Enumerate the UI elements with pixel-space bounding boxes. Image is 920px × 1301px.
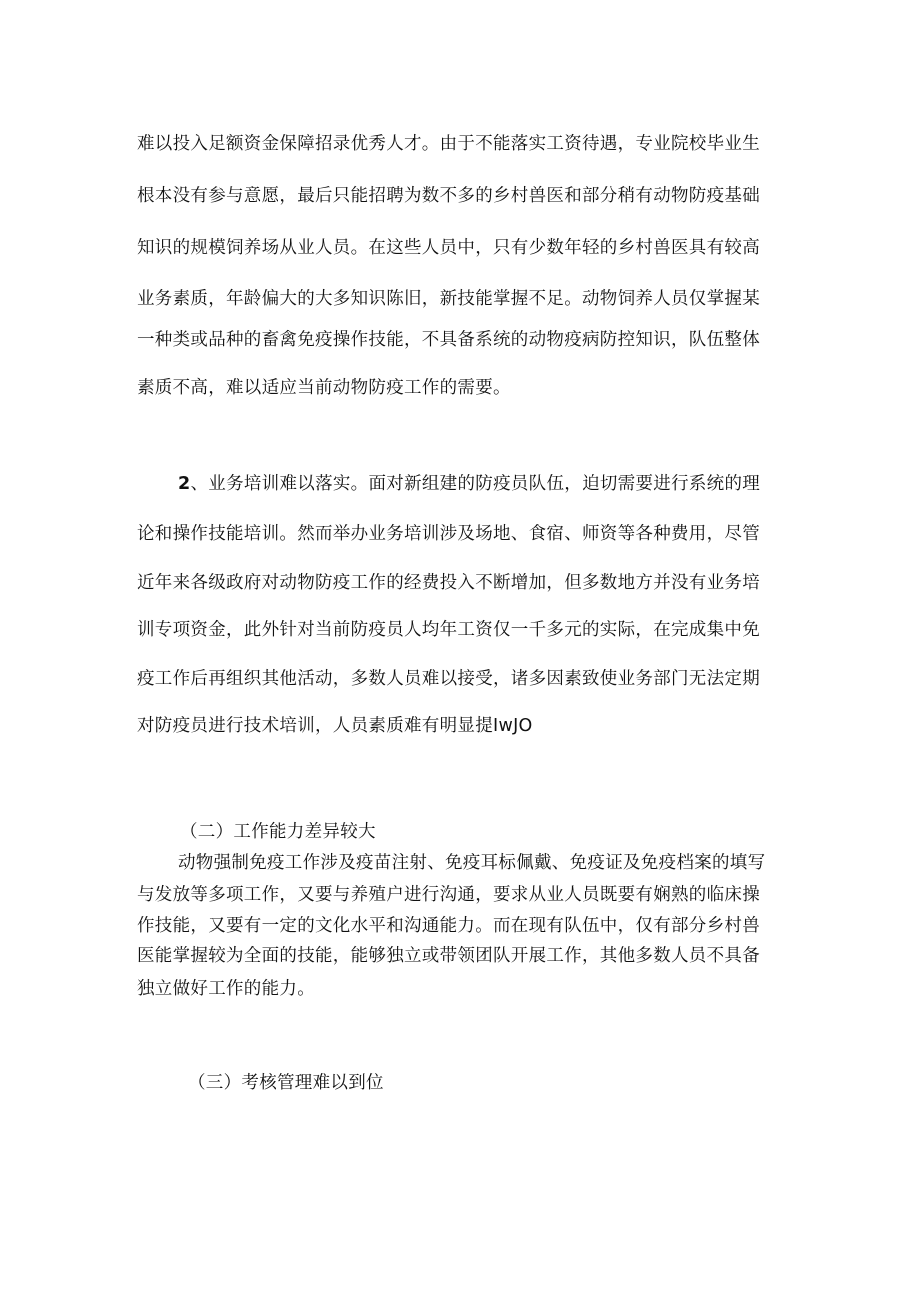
- paragraph-1-line-6: 素质不高，难以适应当前动物防疫工作的需要。: [137, 378, 511, 398]
- paragraph-1-line-3: 知识的规模饲养场从业人员。在这些人员中，只有少数年轻的乡村兽医具有较高: [137, 238, 760, 258]
- paragraph-1-line-2: 根本没有参与意愿，最后只能招聘为数不多的乡村兽医和部分稍有动物防疫基础: [137, 186, 760, 206]
- section-2-line-4: 医能掌握较为全面的技能，能够独立或带领团队开展工作，其他多数人员不具备: [137, 946, 760, 966]
- section-2-line-5: 独立做好工作的能力。: [137, 979, 315, 999]
- section-2-heading: （二）工作能力差异较大: [180, 822, 376, 842]
- paragraph-2-line-2: 论和操作技能培训。然而举办业务培训涉及场地、食宿、师资等各种费用，尽管: [137, 524, 760, 544]
- paragraph-1-line-5: 一种类或品种的畜禽免疫操作技能，不具备系统的动物疫病防控知识，队伍整体: [137, 330, 760, 350]
- paragraph-2-line-6: 对防疫员进行技术培训，人员素质难有明显提IwJO: [137, 716, 533, 736]
- section-3-heading: （三）考核管理难以到位: [188, 1073, 384, 1093]
- paragraph-1-line-4: 业务素质，年龄偏大的大多知识陈旧，新技能掌握不足。动物饲养人员仅掌握某: [137, 289, 760, 309]
- paragraph-2-line-3: 近年来各级政府对动物防疫工作的经费投入不断增加，但多数地方并没有业务培: [137, 573, 760, 593]
- paragraph-2-line-4: 训专项资金，此外针对当前防疫员人均年工资仅一千多元的实际，在完成集中免: [137, 620, 760, 640]
- paragraph-2-number: 2: [178, 474, 191, 494]
- section-2-line-3: 作技能，又要有一定的文化水平和沟通能力。而在现有队伍中，仅有部分乡村兽: [137, 916, 760, 936]
- paragraph-1-line-1: 难以投入足额资金保障招录优秀人才。由于不能落实工资待遇，专业院校毕业生: [137, 134, 760, 154]
- paragraph-2-line-1-text: 、业务培训难以落实。面对新组建的防疫员队伍，迫切需要进行系统的理: [190, 474, 761, 494]
- paragraph-2-line-1: [178, 472, 798, 496]
- paragraph-2-line-5: 疫工作后再组织其他活动，多数人员难以接受，诸多因素致使业务部门无法定期: [137, 669, 760, 689]
- section-2-line-1: 动物强制免疫工作涉及疫苗注射、免疫耳标佩戴、免疫证及免疫档案的填写: [178, 853, 766, 873]
- section-2-line-2: 与发放等多项工作，又要与养殖户进行沟通，要求从业人员既要有娴熟的临床操: [137, 885, 760, 905]
